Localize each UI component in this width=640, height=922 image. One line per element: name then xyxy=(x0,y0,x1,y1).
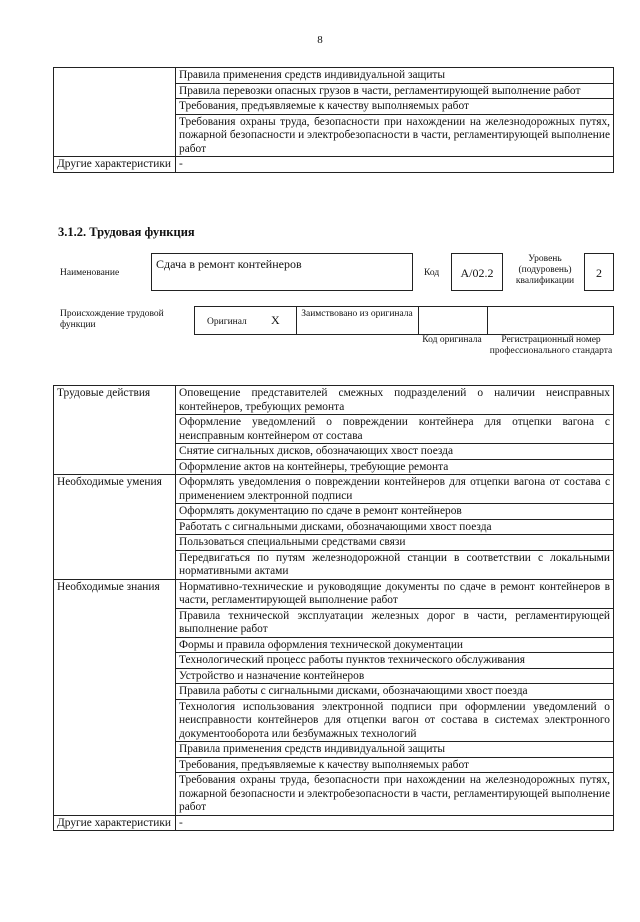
table-cell: Требования охраны труда, безопасности при нахождении на железнодорожных путях, пожарной безопасности и электробезопасности в части, регламентирующей выполнение работ xyxy=(176,114,614,157)
table-cell: Технологический процесс работы пунктов технического обслуживания xyxy=(176,653,614,669)
required-knowledge-label: Необходимые знания xyxy=(54,579,176,815)
table-row xyxy=(54,815,614,831)
original-label: Оригинал xyxy=(207,317,247,327)
labor-function-table xyxy=(53,385,614,831)
table-cell: Передвигаться по путям железнодорожной станции в соответствии с локальными нормативными актами xyxy=(176,550,614,579)
origin-label: Происхождение трудовой функции xyxy=(60,309,164,330)
origin-box xyxy=(194,306,614,335)
table-cell: Устройство и назначение контейнеров xyxy=(176,668,614,684)
table-cell: Правила применения средств индивидуальной защиты xyxy=(176,68,614,84)
required-skills-label: Необходимые умения xyxy=(54,475,176,580)
table-cell: Требования, предъявляемые к качеству выполняемых работ xyxy=(176,757,614,773)
table-cell: Работать с сигнальными дисками, обозначающими хвост поезда xyxy=(176,519,614,535)
code-value: А/02.2 xyxy=(460,266,494,280)
table-cell: Пользоваться специальными средствами связи xyxy=(176,535,614,551)
table-cell: Формы и правила оформления технической документации xyxy=(176,637,614,653)
table-cell: Оформление уведомлений о повреждении контейнера для отцепки вагона с неисправным контейнером от состава xyxy=(176,415,614,444)
table-cell: Нормативно-технические и руководящие документы по сдаче в ремонт контейнеров в части, регламентирующей выполнение работ xyxy=(176,579,614,608)
table-cell: Требования охраны труда, безопасности при нахождении на железнодорожных путях, пожарной безопасности и электробезопасности в части, регламентирующей выполнение работ xyxy=(176,773,614,816)
table-cell: Оповещение представителей смежных подразделений о наличии неисправных контейнеров, требующих ремонта xyxy=(176,386,614,415)
table-cell: Правила работы с сигнальными дисками, обозначающими хвост поезда xyxy=(176,684,614,700)
table-cell: Требования, предъявляемые к качеству выполняемых работ xyxy=(176,99,614,115)
table-row xyxy=(54,68,614,84)
level-box xyxy=(584,253,614,291)
table-cell: Оформлять документацию по сдаче в ремонт контейнеров xyxy=(176,504,614,520)
table-row xyxy=(54,475,614,504)
name-value: Сдача в ремонт контейнеров xyxy=(156,257,302,271)
original-mark: X xyxy=(271,313,280,327)
table-cell: Правила технической эксплуатации железных дорог в части, регламентирующей выполнение работ xyxy=(176,608,614,637)
table-row xyxy=(54,579,614,608)
name-label: Наименование xyxy=(60,268,120,278)
table-row xyxy=(54,157,614,173)
code-box xyxy=(451,253,503,291)
table-cell: Оформление актов на контейнеры, требующие ремонта xyxy=(176,459,614,475)
registration-number-caption: Регистрационный номер профессионального стандарта xyxy=(489,335,613,356)
knowledge-continuation-table xyxy=(53,67,614,173)
other-characteristics-value: - xyxy=(176,157,614,173)
table-cell: Снятие сигнальных дисков, обозначающих хвост поезда xyxy=(176,444,614,460)
table-row xyxy=(54,386,614,415)
labor-actions-label: Трудовые действия xyxy=(54,386,176,475)
empty-label-cell xyxy=(54,68,176,157)
name-box xyxy=(151,253,413,291)
other-characteristics-label: Другие характеристики xyxy=(54,815,176,831)
section-title: 3.1.2. Трудовая функция xyxy=(58,225,195,239)
code-original-caption: Код оригинала xyxy=(422,335,482,345)
table-cell: Технология использования электронной подписи при оформлении уведомлений о неисправности контейнеров для отцепки вагон от состава в системах электронного документооборота или безбумажных технологий xyxy=(176,699,614,742)
code-label: Код xyxy=(424,268,440,278)
level-value: 2 xyxy=(596,266,602,280)
other-characteristics-label: Другие характеристики xyxy=(54,157,176,173)
page-number: 8 xyxy=(317,34,323,46)
borrowed-label: Заимствовано из оригинала xyxy=(301,309,413,319)
level-label: Уровень (подуровень) квалификации xyxy=(515,254,575,286)
table-cell: Правила применения средств индивидуальной защиты xyxy=(176,742,614,758)
other-characteristics-value: - xyxy=(176,815,614,831)
table-cell: Правила перевозки опасных грузов в части, регламентирующей выполнение работ xyxy=(176,83,614,99)
table-cell: Оформлять уведомления о повреждении контейнеров для отцепки вагона от состава с применением электронной подписи xyxy=(176,475,614,504)
